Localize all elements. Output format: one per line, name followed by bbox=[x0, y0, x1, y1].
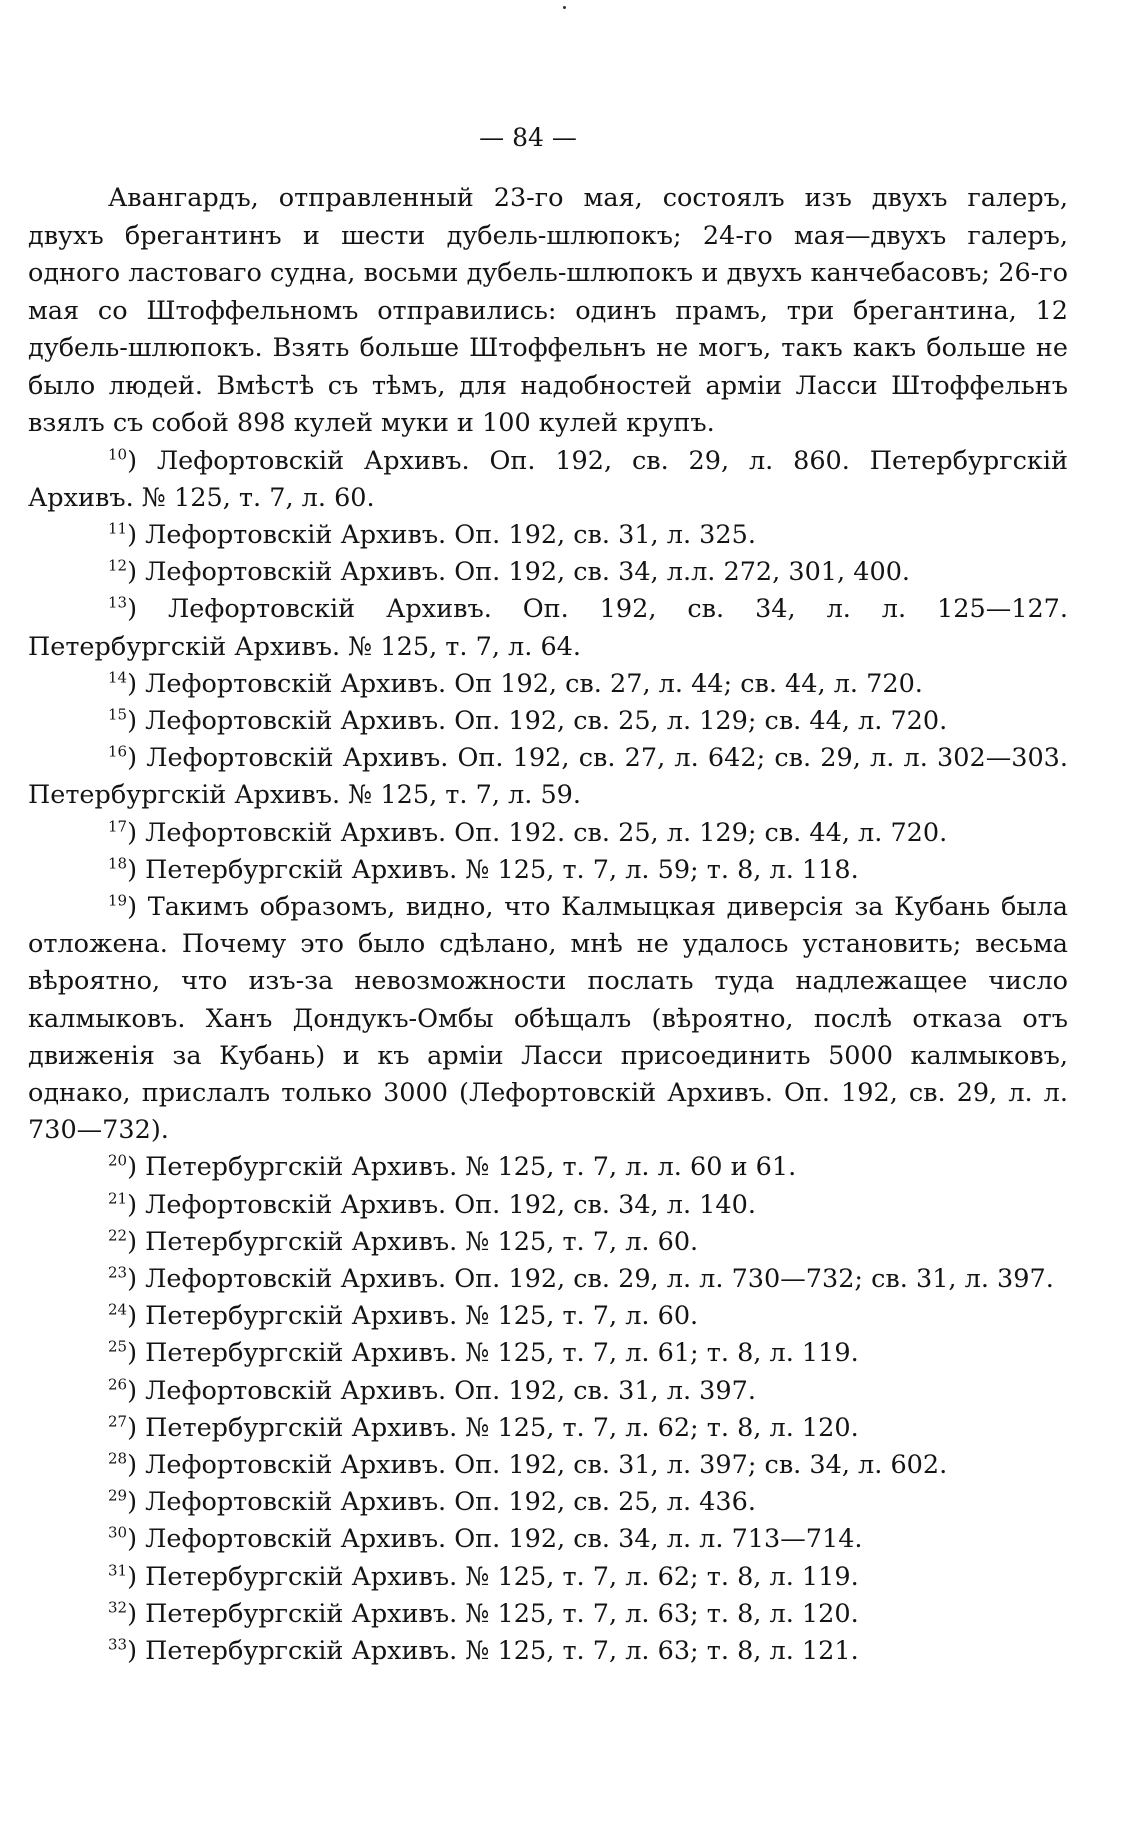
footnote: $^{31}$) Петербургскій Архивъ. № 125, т. 7, л. 62; т. 8, л. 119. bbox=[108, 1561, 859, 1592]
footnote: $^{11}$) Лефортовскій Архивъ. Оп. 192, св. 31, л. 325. bbox=[108, 519, 756, 550]
footnote: $^{22}$) Петербургскій Архивъ. № 125, т. 7, л. 60. bbox=[108, 1226, 699, 1257]
footnote-text: Петербургскій Архивъ. № 125, т. 7, л. 59; т. 8, л. 118. bbox=[145, 854, 859, 885]
footnote-text: Лефортовскій Архивъ. Оп. 192, св. 31, л. 397; св. 34, л. 602. bbox=[145, 1449, 948, 1480]
footnote-number: 29 bbox=[108, 1486, 128, 1505]
footnote-number: 21 bbox=[108, 1189, 128, 1208]
footnote: $^{13}$) Лефортовскій Архивъ. Оп. 192, св. 34, л. л. 125—127. Петербургскій Архивъ. № 125, т. 7, л. 64. bbox=[28, 593, 1068, 662]
footnote-number: 20 bbox=[108, 1151, 128, 1170]
footnote: $^{21}$) Лефортовскій Архивъ. Оп. 192, св. 34, л. 140. bbox=[108, 1189, 756, 1220]
footnote: $^{30}$) Лефортовскій Архивъ. Оп. 192, св. 34, л. л. 713—714. bbox=[108, 1523, 863, 1555]
footnote-text: Петербургскій Архивъ. № 125, т. 7, л. 60. bbox=[145, 1301, 699, 1332]
footnote-number: 14 bbox=[108, 668, 128, 687]
footnote: $^{12}$) Лефортовскій Архивъ. Оп. 192, св. 34, л.л. 272, 301, 400. bbox=[108, 556, 911, 588]
footnote-number: 32 bbox=[108, 1598, 128, 1617]
footnote-number: 15 bbox=[108, 705, 128, 724]
footnote-text: Лефортовскій Архивъ. Оп. 192, св. 31, л. 325. bbox=[145, 519, 756, 550]
page-number: — 84 — bbox=[479, 123, 577, 152]
footnote-text: Лефортовскій Архивъ. Оп. 192, св. 34, л. 140. bbox=[145, 1189, 756, 1220]
footnote-text: Лефортовскій Архивъ. Оп. 192, св. 25, л. 129; св. 44, л. 720. bbox=[145, 705, 948, 736]
footnote-number: 12 bbox=[108, 556, 128, 575]
footnote-text: Лефортовскій Архивъ. Оп. 192, св. 34, л. л. 125—127. Петербургскій Архивъ. № 125, т. 7, л. 64. bbox=[28, 594, 1068, 662]
footnote-text: Лефортовскій Архивъ. Оп. 192. св. 25, л. 129; св. 44, л. 720. bbox=[145, 817, 948, 848]
footnote-number: 26 bbox=[108, 1375, 128, 1394]
footnote-text: Петербургскій Архивъ. № 125, т. 7, л. 61; т. 8, л. 119. bbox=[145, 1338, 859, 1369]
footnote-text: Лефортовскій Архивъ. Оп. 192, св. 29, л. 860. Петербургскій Архивъ. № 125, т. 7, л. 60. bbox=[28, 445, 1068, 513]
footnote-text: Петербургскій Архивъ. № 125, т. 7, л. 63; т. 8, л. 120. bbox=[145, 1598, 859, 1629]
footnote: $^{15}$) Лефортовскій Архивъ. Оп. 192, св. 25, л. 129; св. 44, л. 720. bbox=[108, 705, 948, 736]
footnote-text: Петербургскій Архивъ. № 125, т. 7, л. 63; т. 8, л. 121. bbox=[145, 1636, 859, 1666]
footnote: $^{32}$) Петербургскій Архивъ. № 125, т. 7, л. 63; т. 8, л. 120. bbox=[108, 1598, 859, 1629]
footnote-text: Лефортовскій Архивъ. Оп. 192, св. 34, л. л. 713—714. bbox=[145, 1524, 863, 1555]
footnote: $^{18}$) Петербургскій Архивъ. № 125, т. 7, л. 59; т. 8, л. 118. bbox=[108, 854, 859, 885]
footnote-text: Лефортовскій Архивъ. Оп. 192, св. 25, л. 436. bbox=[145, 1487, 756, 1518]
body-paragraph: Авангардъ, отправленный 23-го мая, состоялъ изъ двухъ галеръ, двухъ брегантинъ и шести дубель-шлюпокъ; 24-го мая—двухъ галеръ, одного ластоваго судна, восьми дубель-шлюпокъ и двухъ канчебасовъ; 26-го мая со Штоффельномъ отправились: одинъ прамъ, три брегантина, 12 дубель-шлюпокъ. Взять больше Штоффельнъ не могъ, такъ какъ больше не было людей. Вмѣстѣ съ тѣмъ, для надобностей арміи Ласси Штоффельнъ взялъ съ собой 898 кулей муки и 100 кулей крупъ. bbox=[28, 183, 1068, 438]
footnote-number: 17 bbox=[108, 817, 128, 836]
footnote-number: 19 bbox=[108, 891, 128, 910]
footnote-number: 27 bbox=[108, 1412, 128, 1431]
footnote-text: Лефортовскій Архивъ. Оп. 192, св. 27, л. 642; св. 29, л. л. 302—303. Петербургскій Архивъ. № 125, т. 7, л. 59. bbox=[28, 743, 1068, 811]
footnote-number: 18 bbox=[108, 854, 128, 873]
footnote: $^{23}$) Лефортовскій Архивъ. Оп. 192, св. 29, л. л. 730—732; св. 31, л. 397. bbox=[108, 1263, 1054, 1294]
footnote-number: 16 bbox=[108, 742, 128, 761]
footnote-number: 24 bbox=[108, 1300, 128, 1319]
footnote-number: 13 bbox=[108, 593, 128, 612]
footnote: $^{26}$) Лефортовскій Архивъ. Оп. 192, св. 31, л. 397. bbox=[108, 1375, 756, 1406]
footnote-text: Лефортовскій Архивъ. Оп. 192, св. 29, л. л. 730—732; св. 31, л. 397. bbox=[145, 1263, 1054, 1294]
footnote-text: Петербургскій Архивъ. № 125, т. 7, л. 62; т. 8, л. 120. bbox=[145, 1412, 859, 1443]
footnote: $^{27}$) Петербургскій Архивъ. № 125, т. 7, л. 62; т. 8, л. 120. bbox=[108, 1412, 859, 1443]
footnote-number: 22 bbox=[108, 1226, 128, 1245]
footnote-number: 31 bbox=[108, 1561, 128, 1580]
footnote: $^{33}$) Петербургскій Архивъ. № 125, т. 7, л. 63; т. 8, л. 121. bbox=[108, 1635, 859, 1666]
footnote-number: 11 bbox=[108, 519, 128, 538]
footnote: $^{24}$) Петербургскій Архивъ. № 125, т. 7, л. 60. bbox=[108, 1300, 699, 1332]
footnotes-list bbox=[28, 443, 1068, 1671]
footnote-text: Петербургскій Архивъ. № 125, т. 7, л. 62; т. 8, л. 119. bbox=[145, 1561, 859, 1592]
footnote-text: Такимъ образомъ, видно, что Калмыцкая диверсія за Кубань была отложена. Почему это было сдѣлано, мнѣ не удалось установить; весьма вѣроятно, что изъ-за невозможности послать туда надлежащее число калмыковъ. Ханъ Дондукъ-Омбы обѣщалъ (вѣроятно, послѣ отказа отъ движенія за Кубань) и къ арміи Ласси присоединить 5000 калмыковъ, однако, прислалъ только 3000 (Лефортовскій Архивъ. Оп. 192, св. 29, л. л. 730—732). bbox=[28, 891, 1068, 1146]
footnote-text: Лефортовскій Архивъ. Оп. 192, св. 34, л.л. 272, 301, 400. bbox=[145, 557, 911, 588]
scan-speck bbox=[563, 6, 566, 9]
footnote: $^{10}$) Лефортовскій Архивъ. Оп. 192, св. 29, л. 860. Петербургскій Архивъ. № 125, т. 7, л. 60. bbox=[28, 445, 1068, 513]
footnote: $^{19}$) Такимъ образомъ, видно, что Калмыцкая диверсія за Кубань была отложена. Почему это было сдѣлано, мнѣ не удалось установить; весьма вѣроятно, что изъ-за невозможности послать туда надлежащее число калмыковъ. Ханъ Дондукъ-Омбы обѣщалъ (вѣроятно, послѣ отказа отъ движенія за Кубань) и къ арміи Ласси присоединить 5000 калмыковъ, однако, прислалъ только 3000 (Лефортовскій Архивъ. Оп. 192, св. 29, л. л. 730—732). bbox=[28, 891, 1068, 1146]
footnote-text: Петербургскій Архивъ. № 125, т. 7, л. л. 60 и 61. bbox=[145, 1152, 797, 1183]
footnote: $^{20}$) Петербургскій Архивъ. № 125, т. 7, л. л. 60 и 61. bbox=[108, 1151, 797, 1183]
footnote-text: Лефортовскій Архивъ. Оп 192, св. 27, л. 44; св. 44, л. 720. bbox=[145, 668, 923, 699]
footnote: $^{14}$) Лефортовскій Архивъ. Оп 192, св. 27, л. 44; св. 44, л. 720. bbox=[108, 668, 923, 699]
footnote-number: 23 bbox=[108, 1263, 128, 1282]
footnote-number: 33 bbox=[108, 1635, 128, 1654]
footnote: $^{29}$) Лефортовскій Архивъ. Оп. 192, св. 25, л. 436. bbox=[108, 1486, 756, 1518]
book-page bbox=[28, 118, 1068, 1670]
footnote: $^{17}$) Лефортовскій Архивъ. Оп. 192. св. 25, л. 129; св. 44, л. 720. bbox=[108, 817, 948, 848]
footnote-text: Петербургскій Архивъ. № 125, т. 7, л. 60. bbox=[145, 1226, 699, 1257]
footnote-text: Лефортовскій Архивъ. Оп. 192, св. 31, л. 397. bbox=[145, 1375, 756, 1406]
footnote-number: 10 bbox=[108, 445, 128, 463]
footnote-number: 28 bbox=[108, 1449, 128, 1468]
footnote-number: 30 bbox=[108, 1523, 128, 1542]
footnote: $^{16}$) Лефортовскій Архивъ. Оп. 192, св. 27, л. 642; св. 29, л. л. 302—303. Петербургскій Архивъ. № 125, т. 7, л. 59. bbox=[28, 742, 1068, 811]
footnote: $^{28}$) Лефортовскій Архивъ. Оп. 192, св. 31, л. 397; св. 34, л. 602. bbox=[108, 1449, 948, 1480]
footnote-number: 25 bbox=[108, 1337, 128, 1356]
footnote: $^{25}$) Петербургскій Архивъ. № 125, т. 7, л. 61; т. 8, л. 119. bbox=[108, 1337, 859, 1369]
